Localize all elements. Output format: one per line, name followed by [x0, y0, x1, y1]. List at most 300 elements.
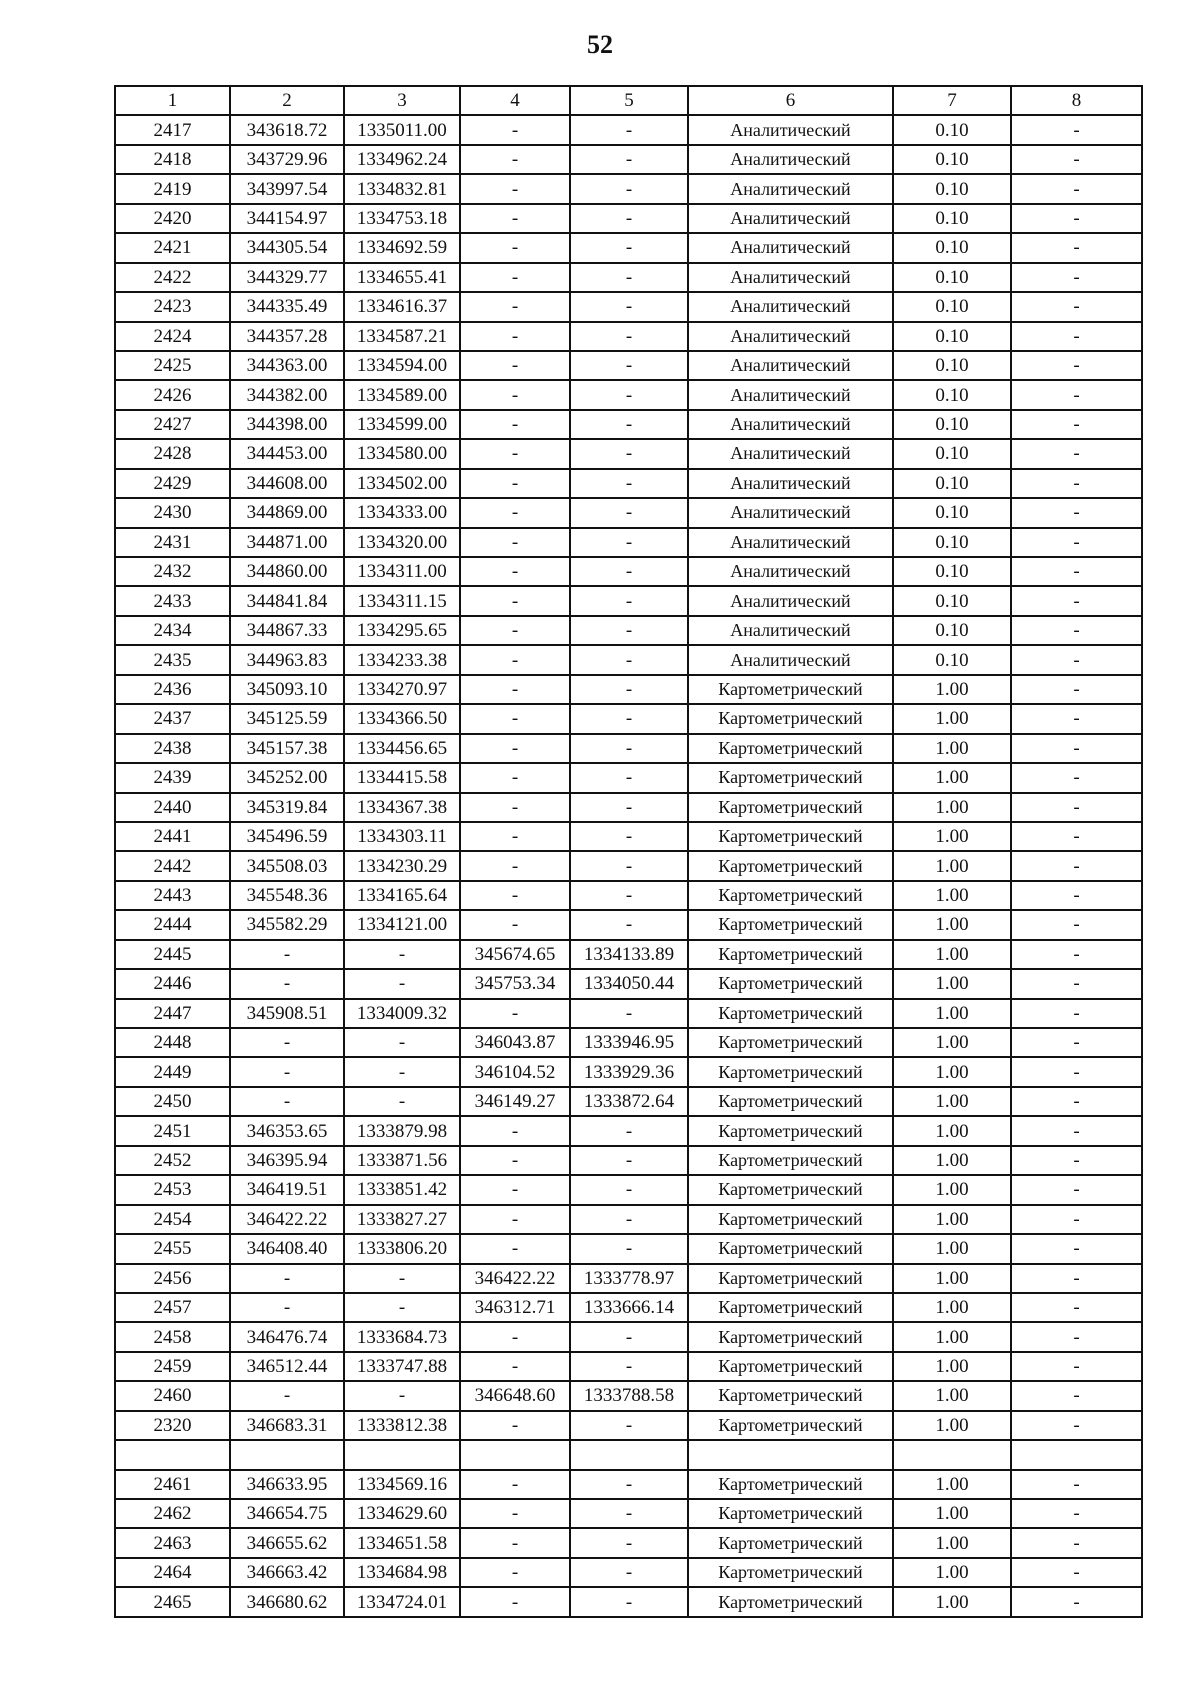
table-row [115, 734, 1142, 763]
accuracy-cell: 1.00 [893, 1558, 1011, 1587]
x-alt-coord-cell: - [460, 498, 570, 527]
method-cell: Картометрический [688, 1175, 893, 1204]
x-alt-coord-cell: - [460, 881, 570, 910]
method-cell: Картометрический [688, 1470, 893, 1499]
y-coord-cell: - [344, 1057, 460, 1086]
table-row [115, 763, 1142, 792]
y-alt-coord-cell: - [570, 1146, 688, 1175]
point-id-cell: 2419 [115, 174, 230, 203]
accuracy-cell: 1.00 [893, 1028, 1011, 1057]
y-coord-cell: 1334333.00 [344, 498, 460, 527]
x-coord-cell: 344357.28 [230, 322, 344, 351]
note-cell: - [1011, 793, 1142, 822]
x-coord-cell: - [230, 1057, 344, 1086]
accuracy-cell: 0.10 [893, 145, 1011, 174]
note-cell: - [1011, 380, 1142, 409]
note-cell: - [1011, 528, 1142, 557]
method-cell: Картометрический [688, 1411, 893, 1440]
x-alt-coord-cell: - [460, 851, 570, 880]
y-alt-coord-cell: - [570, 822, 688, 851]
point-id-cell: 2448 [115, 1028, 230, 1057]
x-coord-cell: 344841.84 [230, 586, 344, 615]
method-cell: Аналитический [688, 557, 893, 586]
method-cell: Картометрический [688, 940, 893, 969]
method-cell: Аналитический [688, 233, 893, 262]
note-cell: - [1011, 1528, 1142, 1557]
point-id-cell: 2418 [115, 145, 230, 174]
x-coord-cell: 345582.29 [230, 910, 344, 939]
accuracy-cell: 1.00 [893, 1528, 1011, 1557]
column-header: 4 [460, 86, 570, 115]
point-id-cell: 2445 [115, 940, 230, 969]
method-cell: Аналитический [688, 145, 893, 174]
y-alt-coord-cell: - [570, 1234, 688, 1263]
table-row [115, 1411, 1142, 1440]
y-coord-cell: 1334320.00 [344, 528, 460, 557]
accuracy-cell: 0.10 [893, 204, 1011, 233]
note-cell: - [1011, 1205, 1142, 1234]
accuracy-cell: 1.00 [893, 763, 1011, 792]
x-alt-coord-cell: 346149.27 [460, 1087, 570, 1116]
method-cell: Картометрический [688, 1528, 893, 1557]
x-alt-coord-cell: - [460, 1499, 570, 1528]
x-alt-coord-cell: - [460, 174, 570, 203]
note-cell: - [1011, 822, 1142, 851]
point-id-cell: 2455 [115, 1234, 230, 1263]
accuracy-cell: 1.00 [893, 1087, 1011, 1116]
accuracy-cell: 1.00 [893, 1381, 1011, 1410]
note-cell: - [1011, 851, 1142, 880]
x-alt-coord-cell: - [460, 734, 570, 763]
method-cell: Картометрический [688, 1322, 893, 1351]
x-alt-coord-cell: - [460, 528, 570, 557]
table-row [115, 1116, 1142, 1145]
x-coord-cell: 346419.51 [230, 1175, 344, 1204]
x-coord-cell: 345548.36 [230, 881, 344, 910]
x-coord-cell: 346655.62 [230, 1528, 344, 1557]
y-coord-cell: 1334502.00 [344, 469, 460, 498]
accuracy-cell: 1.00 [893, 734, 1011, 763]
y-coord-cell: 1334230.29 [344, 851, 460, 880]
accuracy-cell: 1.00 [893, 1352, 1011, 1381]
y-coord-cell: 1333827.27 [344, 1205, 460, 1234]
column-header: 1 [115, 86, 230, 115]
x-alt-coord-cell: - [460, 292, 570, 321]
method-cell: Аналитический [688, 528, 893, 557]
y-coord-cell: 1334589.00 [344, 380, 460, 409]
y-alt-coord-cell: - [570, 322, 688, 351]
x-alt-coord-cell: 346104.52 [460, 1057, 570, 1086]
x-coord-cell: 344867.33 [230, 616, 344, 645]
table-row [115, 822, 1142, 851]
accuracy-cell: 0.10 [893, 233, 1011, 262]
method-cell: Аналитический [688, 410, 893, 439]
y-coord-cell: 1334233.38 [344, 645, 460, 674]
method-cell: Картометрический [688, 1381, 893, 1410]
x-coord-cell: - [230, 1028, 344, 1057]
column-header: 3 [344, 86, 460, 115]
point-id-cell: 2458 [115, 1322, 230, 1351]
y-alt-coord-cell: - [570, 1411, 688, 1440]
table-row [115, 469, 1142, 498]
accuracy-cell: 0.10 [893, 616, 1011, 645]
y-alt-coord-cell: - [570, 793, 688, 822]
y-alt-coord-cell: - [570, 1499, 688, 1528]
table-row [115, 174, 1142, 203]
x-alt-coord-cell: - [460, 1411, 570, 1440]
point-id-cell: 2442 [115, 851, 230, 880]
x-alt-coord-cell: - [460, 910, 570, 939]
y-coord-cell: 1334303.11 [344, 822, 460, 851]
x-alt-coord-cell: - [460, 410, 570, 439]
y-coord-cell: 1334456.65 [344, 734, 460, 763]
point-id-cell: 2433 [115, 586, 230, 615]
y-alt-coord-cell: - [570, 881, 688, 910]
accuracy-cell: 1.00 [893, 675, 1011, 704]
y-alt-coord-cell: 1333788.58 [570, 1381, 688, 1410]
accuracy-cell: 0.10 [893, 557, 1011, 586]
y-alt-coord-cell: 1333778.97 [570, 1264, 688, 1293]
method-cell: Картометрический [688, 675, 893, 704]
x-coord-cell: 345252.00 [230, 763, 344, 792]
accuracy-cell: 0.10 [893, 586, 1011, 615]
x-alt-coord-cell: - [460, 1587, 570, 1616]
x-alt-coord-cell: - [460, 322, 570, 351]
x-alt-coord-cell: - [460, 616, 570, 645]
accuracy-cell: 1.00 [893, 1499, 1011, 1528]
accuracy-cell: 1.00 [893, 1293, 1011, 1322]
x-coord-cell: 346633.95 [230, 1470, 344, 1499]
point-id-cell: 2422 [115, 263, 230, 292]
y-alt-coord-cell: - [570, 410, 688, 439]
x-coord-cell: 344453.00 [230, 439, 344, 468]
accuracy-cell: 1.00 [893, 1411, 1011, 1440]
y-alt-coord-cell [570, 1440, 688, 1469]
method-cell: Картометрический [688, 1234, 893, 1263]
note-cell: - [1011, 439, 1142, 468]
note-cell: - [1011, 1146, 1142, 1175]
note-cell: - [1011, 1322, 1142, 1351]
x-alt-coord-cell: - [460, 115, 570, 144]
point-id-cell: 2439 [115, 763, 230, 792]
point-id-cell: 2420 [115, 204, 230, 233]
x-alt-coord-cell: 345753.34 [460, 969, 570, 998]
table-row [115, 1087, 1142, 1116]
x-coord-cell: 344382.00 [230, 380, 344, 409]
method-cell: Картометрический [688, 704, 893, 733]
y-coord-cell: 1334366.50 [344, 704, 460, 733]
note-cell: - [1011, 969, 1142, 998]
table-row [115, 322, 1142, 351]
y-alt-coord-cell: - [570, 1175, 688, 1204]
table-row [115, 1293, 1142, 1322]
method-cell: Аналитический [688, 263, 893, 292]
table-row [115, 410, 1142, 439]
method-cell: Картометрический [688, 910, 893, 939]
y-coord-cell: 1334569.16 [344, 1470, 460, 1499]
note-cell: - [1011, 910, 1142, 939]
x-alt-coord-cell: - [460, 999, 570, 1028]
note-cell: - [1011, 704, 1142, 733]
note-cell: - [1011, 145, 1142, 174]
accuracy-cell: 0.10 [893, 469, 1011, 498]
x-coord-cell: 344398.00 [230, 410, 344, 439]
y-alt-coord-cell: 1334133.89 [570, 940, 688, 969]
method-cell: Картометрический [688, 1087, 893, 1116]
y-alt-coord-cell: - [570, 1116, 688, 1145]
accuracy-cell: 0.10 [893, 322, 1011, 351]
point-id-cell: 2461 [115, 1470, 230, 1499]
table-row [115, 1028, 1142, 1057]
y-coord-cell: 1333879.98 [344, 1116, 460, 1145]
x-alt-coord-cell: - [460, 1470, 570, 1499]
accuracy-cell: 0.10 [893, 351, 1011, 380]
x-coord-cell: 343729.96 [230, 145, 344, 174]
x-alt-coord-cell: 346312.71 [460, 1293, 570, 1322]
method-cell: Картометрический [688, 1116, 893, 1145]
x-coord-cell: 345319.84 [230, 793, 344, 822]
accuracy-cell: 1.00 [893, 1116, 1011, 1145]
y-alt-coord-cell: - [570, 645, 688, 674]
y-alt-coord-cell: - [570, 115, 688, 144]
x-alt-coord-cell: - [460, 704, 570, 733]
x-alt-coord-cell: - [460, 1558, 570, 1587]
y-coord-cell: 1334415.58 [344, 763, 460, 792]
x-alt-coord-cell: - [460, 557, 570, 586]
y-coord-cell [344, 1440, 460, 1469]
accuracy-cell: 0.10 [893, 410, 1011, 439]
x-alt-coord-cell: - [460, 1146, 570, 1175]
column-header: 7 [893, 86, 1011, 115]
y-coord-cell: - [344, 1087, 460, 1116]
y-coord-cell: 1334599.00 [344, 410, 460, 439]
x-coord-cell: 343618.72 [230, 115, 344, 144]
accuracy-cell: 1.00 [893, 793, 1011, 822]
point-id-cell: 2432 [115, 557, 230, 586]
point-id-cell: 2438 [115, 734, 230, 763]
method-cell: Картометрический [688, 969, 893, 998]
method-cell: Картометрический [688, 1587, 893, 1616]
x-alt-coord-cell: - [460, 645, 570, 674]
point-id-cell: 2447 [115, 999, 230, 1028]
y-alt-coord-cell: - [570, 439, 688, 468]
y-coord-cell: 1334587.21 [344, 322, 460, 351]
note-cell: - [1011, 351, 1142, 380]
note-cell: - [1011, 999, 1142, 1028]
note-cell: - [1011, 233, 1142, 262]
y-alt-coord-cell: - [570, 204, 688, 233]
point-id-cell: 2429 [115, 469, 230, 498]
x-coord-cell: 344335.49 [230, 292, 344, 321]
method-cell: Аналитический [688, 439, 893, 468]
table-row [115, 204, 1142, 233]
table-body [115, 115, 1142, 1616]
note-cell: - [1011, 1499, 1142, 1528]
table-row [115, 233, 1142, 262]
x-alt-coord-cell: 346043.87 [460, 1028, 570, 1057]
table-row [115, 528, 1142, 557]
point-id-cell: 2457 [115, 1293, 230, 1322]
table-row [115, 145, 1142, 174]
point-id-cell: 2454 [115, 1205, 230, 1234]
table-row [115, 1175, 1142, 1204]
x-coord-cell: 345508.03 [230, 851, 344, 880]
table-row [115, 1587, 1142, 1616]
accuracy-cell: 0.10 [893, 528, 1011, 557]
x-coord-cell: 345093.10 [230, 675, 344, 704]
method-cell: Картометрический [688, 1146, 893, 1175]
table-row [115, 439, 1142, 468]
table-row [115, 1440, 1142, 1469]
note-cell: - [1011, 1411, 1142, 1440]
y-coord-cell: 1335011.00 [344, 115, 460, 144]
y-coord-cell: 1334165.64 [344, 881, 460, 910]
accuracy-cell: 0.10 [893, 439, 1011, 468]
note-cell: - [1011, 763, 1142, 792]
column-header: 5 [570, 86, 688, 115]
y-alt-coord-cell: - [570, 616, 688, 645]
point-id-cell: 2446 [115, 969, 230, 998]
x-coord-cell: 343997.54 [230, 174, 344, 203]
x-alt-coord-cell: 345674.65 [460, 940, 570, 969]
x-coord-cell: 344329.77 [230, 263, 344, 292]
note-cell: - [1011, 1175, 1142, 1204]
note-cell: - [1011, 322, 1142, 351]
note-cell: - [1011, 1234, 1142, 1263]
y-coord-cell: 1334311.00 [344, 557, 460, 586]
note-cell: - [1011, 498, 1142, 527]
y-alt-coord-cell: - [570, 1205, 688, 1234]
method-cell: Аналитический [688, 115, 893, 144]
method-cell: Аналитический [688, 380, 893, 409]
point-id-cell: 2426 [115, 380, 230, 409]
note-cell: - [1011, 881, 1142, 910]
point-id-cell: 2417 [115, 115, 230, 144]
accuracy-cell: 1.00 [893, 1234, 1011, 1263]
x-coord-cell: 346683.31 [230, 1411, 344, 1440]
x-coord-cell: 346408.40 [230, 1234, 344, 1263]
x-alt-coord-cell: - [460, 204, 570, 233]
note-cell: - [1011, 292, 1142, 321]
note-cell: - [1011, 645, 1142, 674]
table-row [115, 586, 1142, 615]
y-alt-coord-cell: 1333872.64 [570, 1087, 688, 1116]
x-alt-coord-cell: - [460, 822, 570, 851]
y-coord-cell: 1334724.01 [344, 1587, 460, 1616]
point-id-cell: 2436 [115, 675, 230, 704]
x-alt-coord-cell: - [460, 380, 570, 409]
note-cell: - [1011, 1028, 1142, 1057]
x-alt-coord-cell: - [460, 263, 570, 292]
x-coord-cell: - [230, 969, 344, 998]
note-cell: - [1011, 1264, 1142, 1293]
method-cell [688, 1440, 893, 1469]
accuracy-cell: 1.00 [893, 910, 1011, 939]
note-cell: - [1011, 1587, 1142, 1616]
accuracy-cell: 1.00 [893, 822, 1011, 851]
point-id-cell: 2452 [115, 1146, 230, 1175]
note-cell: - [1011, 1057, 1142, 1086]
table-row [115, 881, 1142, 910]
point-id-cell: 2441 [115, 822, 230, 851]
y-coord-cell: - [344, 969, 460, 998]
table-row [115, 940, 1142, 969]
y-alt-coord-cell: 1333929.36 [570, 1057, 688, 1086]
x-alt-coord-cell: - [460, 145, 570, 174]
x-coord-cell: 346476.74 [230, 1322, 344, 1351]
method-cell: Картометрический [688, 1057, 893, 1086]
x-alt-coord-cell: - [460, 1322, 570, 1351]
accuracy-cell: 1.00 [893, 999, 1011, 1028]
y-coord-cell: - [344, 1264, 460, 1293]
y-coord-cell: 1334655.41 [344, 263, 460, 292]
x-alt-coord-cell: 346648.60 [460, 1381, 570, 1410]
method-cell: Картометрический [688, 822, 893, 851]
y-alt-coord-cell: - [570, 1558, 688, 1587]
accuracy-cell: 0.10 [893, 263, 1011, 292]
x-coord-cell: 344608.00 [230, 469, 344, 498]
accuracy-cell: 0.10 [893, 292, 1011, 321]
method-cell: Аналитический [688, 204, 893, 233]
note-cell: - [1011, 1558, 1142, 1587]
x-alt-coord-cell: - [460, 1352, 570, 1381]
table-row [115, 793, 1142, 822]
table-row [115, 1205, 1142, 1234]
x-alt-coord-cell: - [460, 1205, 570, 1234]
y-coord-cell: 1334684.98 [344, 1558, 460, 1587]
method-cell: Картометрический [688, 734, 893, 763]
accuracy-cell: 0.10 [893, 174, 1011, 203]
note-cell: - [1011, 1116, 1142, 1145]
table-row [115, 851, 1142, 880]
y-alt-coord-cell: - [570, 469, 688, 498]
x-coord-cell [230, 1440, 344, 1469]
table-row [115, 910, 1142, 939]
method-cell: Картометрический [688, 1499, 893, 1528]
point-id-cell: 2427 [115, 410, 230, 439]
y-coord-cell: 1334580.00 [344, 439, 460, 468]
note-cell: - [1011, 263, 1142, 292]
accuracy-cell: 1.00 [893, 969, 1011, 998]
page-number: 52 [587, 30, 613, 59]
table-row [115, 1264, 1142, 1293]
method-cell: Аналитический [688, 645, 893, 674]
y-alt-coord-cell: 1333946.95 [570, 1028, 688, 1057]
x-coord-cell: 346512.44 [230, 1352, 344, 1381]
point-id-cell: 2435 [115, 645, 230, 674]
note-cell [1011, 1440, 1142, 1469]
method-cell: Аналитический [688, 498, 893, 527]
y-coord-cell: 1334594.00 [344, 351, 460, 380]
y-alt-coord-cell: - [570, 263, 688, 292]
y-coord-cell: 1334832.81 [344, 174, 460, 203]
table-row [115, 498, 1142, 527]
x-coord-cell: 344860.00 [230, 557, 344, 586]
point-id-cell: 2459 [115, 1352, 230, 1381]
y-alt-coord-cell: - [570, 1322, 688, 1351]
x-alt-coord-cell: 346422.22 [460, 1264, 570, 1293]
note-cell: - [1011, 174, 1142, 203]
point-id-cell: 2464 [115, 1558, 230, 1587]
table-row [115, 1322, 1142, 1351]
y-alt-coord-cell: - [570, 145, 688, 174]
y-alt-coord-cell: - [570, 498, 688, 527]
note-cell: - [1011, 1381, 1142, 1410]
point-id-cell: 2428 [115, 439, 230, 468]
point-id-cell: 2425 [115, 351, 230, 380]
accuracy-cell: 1.00 [893, 1057, 1011, 1086]
note-cell: - [1011, 1087, 1142, 1116]
